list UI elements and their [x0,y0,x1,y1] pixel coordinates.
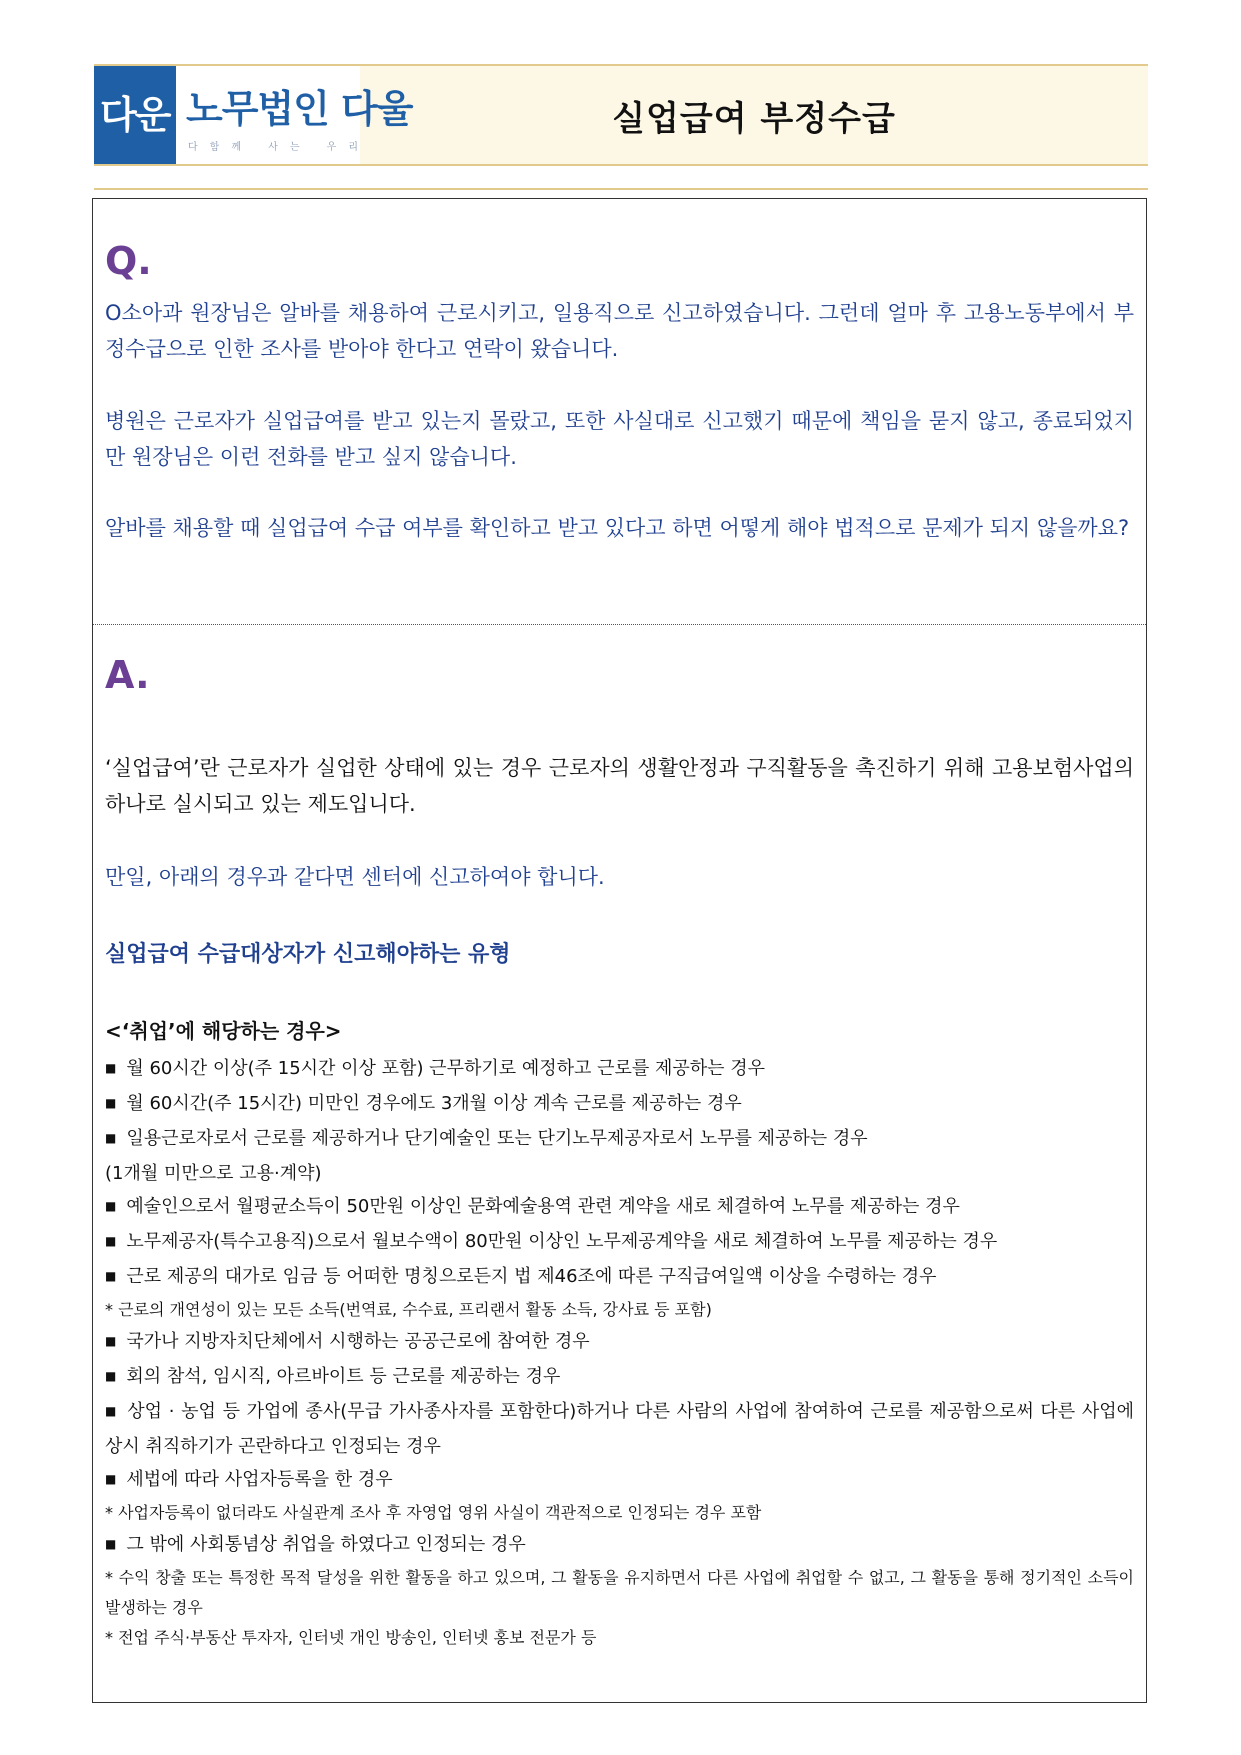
bullet-square-icon: ■ [105,1472,117,1486]
answer-intro: ‘실업급여’란 근로자가 실업한 상태에 있는 경우 근로자의 생활안정과 구직활동을 촉진하기 위해 고용보험사업의 하나로 실시되고 있는 제도입니다. [105,756,1134,816]
document-header [94,64,1148,166]
company-logo [94,66,413,164]
bullet-square-icon: ■ [105,1269,117,1283]
answer-label: A. [105,653,150,697]
question-section [93,199,1146,625]
list-item: ■ 국가나 지방자치단체에서 시행하는 공공근로에 참여한 경우 [105,1331,590,1352]
logo-mark [94,66,176,164]
header-divider [94,188,1148,190]
list-note: * 사업자등록이 없더라도 사실관계 조사 후 자영업 영위 사실이 객관적으로 인정되는 경우 포함 [105,1503,762,1522]
answer-section [93,627,1146,1702]
answer-notice: 만일, 아래의 경우과 같다면 센터에 신고하여야 합니다. [105,865,605,889]
question-label: Q. [105,239,152,283]
list-item: ■ 상업 · 농업 등 가업에 종사(무급 가사종사자를 포함한다)하거나 다른 사람의 사업에 참여하여 근로를 제공함으로써 다른 사업에 상시 취직하기가 곤란하다고 인정되는 경우 [105,1401,1134,1457]
list-item: ■ 월 60시간 이상(주 15시간 이상 포함) 근무하기로 예정하고 근로를 제공하는 경우 [105,1058,766,1079]
question-paragraph-2: 병원은 근로자가 실업급여를 받고 있는지 몰랐고, 또한 사실대로 신고했기 때문에 책임을 묻지 않고, 종료되었지만 원장님은 이런 전화를 받고 싶지 않습니다. [105,409,1134,469]
list-item: ■ 회의 참석, 임시직, 아르바이트 등 근로를 제공하는 경우 [105,1366,561,1387]
list-item: ■ 예술인으로서 월평균소득이 50만원 이상인 문화예술용역 관련 계약을 새로 체결하여 노무를 제공하는 경우 [105,1196,960,1217]
qa-box [92,198,1147,1703]
list-note: * 수익 창출 또는 특정한 목적 달성을 위한 활동을 하고 있으며, 그 활동을 유지하면서 다른 사업에 취업할 수 없고, 그 활동을 통해 정기적인 소득이 발생하는 경우 [105,1568,1134,1617]
employment-list [105,1052,1134,1653]
bullet-square-icon: ■ [105,1234,117,1248]
bullet-square-icon: ■ [105,1199,117,1213]
qa-divider [93,624,1146,625]
bullet-square-icon: ■ [105,1096,117,1110]
list-note: * 전업 주식·부동산 투자자, 인터넷 개인 방송인, 인터넷 홍보 전문가 등 [105,1628,597,1647]
bullet-square-icon: ■ [105,1404,118,1418]
question-paragraph-3: 알바를 채용할 때 실업급여 수급 여부를 확인하고 받고 있다고 하면 어떻게 해야 법적으로 문제가 되지 않을까요? [105,516,1130,540]
bullet-square-icon: ■ [105,1061,117,1075]
bullet-square-icon: ■ [105,1131,117,1145]
list-item: ■ 그 밖에 사회통념상 취업을 하였다고 인정되는 경우 [105,1534,526,1555]
list-item: ■ 일용근로자로서 근로를 제공하거나 단기예술인 또는 단기노무제공자로서 노무를 제공하는 경우 [105,1128,868,1149]
bullet-square-icon: ■ [105,1334,117,1348]
logo-name: 노무법인 다울 [186,87,413,131]
employment-subheading: <‘취업’에 해당하는 경우> [105,1019,342,1043]
list-item: ■ 노무제공자(특수고용직)으로서 월보수액이 80만원 이상인 노무제공계약을 새로 체결하여 노무를 제공하는 경우 [105,1231,998,1252]
bullet-square-icon: ■ [105,1537,117,1551]
list-item: ■ 근로 제공의 대가로 임금 등 어떠한 명칭으로든지 법 제46조에 따른 구직급여일액 이상을 수령하는 경우 [105,1266,937,1287]
document-title: 실업급여 부정수급 [612,98,896,139]
list-item-continuation: (1개월 미만으로 고용·계약) [105,1163,322,1184]
logo-mark-text: 다운 [100,93,170,137]
list-note: * 근로의 개연성이 있는 모든 소득(번역료, 수수료, 프리랜서 활동 소득, 강사료 등 포함) [105,1300,712,1319]
bullet-square-icon: ■ [105,1369,117,1383]
question-paragraph-1: O소아과 원장님은 알바를 채용하여 근로시키고, 일용직으로 신고하였습니다. 그런데 얼마 후 고용노동부에서 부정수급으로 인한 조사를 받아야 한다고 연락이 왔습니다. [105,301,1134,361]
list-item: ■ 월 60시간(주 15시간) 미만인 경우에도 3개월 이상 계속 근로를 제공하는 경우 [105,1093,742,1114]
list-item: ■ 세법에 따라 사업자등록을 한 경우 [105,1469,393,1490]
section-heading: 실업급여 수급대상자가 신고해야하는 유형 [105,942,511,967]
logo-tagline: 다함께 사는 우리 [188,142,370,153]
